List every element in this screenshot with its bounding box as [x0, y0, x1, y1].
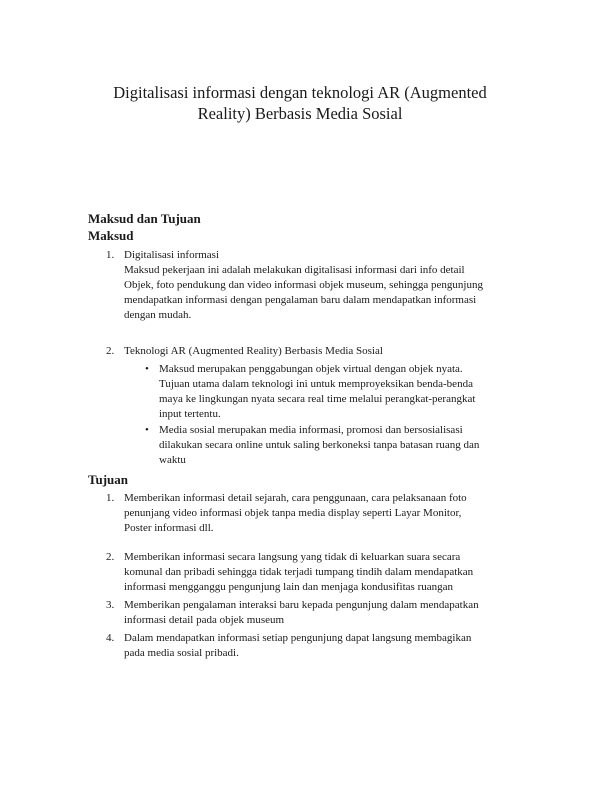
maksud-item-1-line: dengan mudah. — [124, 309, 192, 321]
maksud-item-1-line: Maksud pekerjaan ini adalah melakukan digitalisasi informasi dari info detail — [124, 264, 465, 276]
maksud-item-2-bullet-2 — [145, 423, 515, 468]
tujuan-item-1-line: Poster informasi dll. — [124, 522, 214, 534]
tujuan-item-1-line: Memberikan informasi detail sejarah, cara penggunaan, cara pelaksanaan foto — [124, 492, 467, 504]
maksud-item-1-number: 1. — [106, 249, 115, 261]
tujuan-item-1-line: penunjang video informasi objek tanpa media display seperti Layar Monitor, — [124, 507, 462, 519]
maksud-item-2-number: 2. — [106, 345, 115, 357]
tujuan-item-4-line: Dalam mendapatkan informasi setiap pengunjung dapat langsung membagikan — [124, 632, 472, 644]
section-heading: Maksud dan Tujuan — [88, 211, 201, 226]
maksud-item-1 — [124, 248, 524, 323]
maksud-item-1-title: Digitalisasi informasi — [124, 249, 220, 261]
bullet-icon: • — [145, 363, 149, 375]
tujuan-item-2-number: 2. — [106, 551, 115, 563]
maksud-item-2-bullet-1 — [145, 362, 515, 422]
bullet-text — [159, 362, 519, 422]
tujuan-item-3-number: 3. — [106, 599, 115, 611]
tujuan-item-2-line: Memberikan informasi secara langsung yang tidak di keluarkan suara secara — [124, 551, 461, 563]
tujuan-item-3 — [124, 598, 524, 628]
tujuan-item-1-number: 1. — [106, 492, 115, 504]
bullet-icon: • — [145, 424, 149, 436]
maksud-item-2-title — [124, 344, 524, 359]
bullet-line: Maksud merupakan penggabungan objek virtual dengan objek nyata. — [159, 363, 463, 375]
tujuan-item-4 — [124, 631, 524, 661]
maksud-item-2-title-text: Teknologi AR (Augmented Reality) Berbasis Media Sosial — [124, 345, 383, 357]
tujuan-item-4-number: 4. — [106, 632, 115, 644]
bullet-line: input tertentu. — [159, 408, 221, 420]
title-line-1: Digitalisasi informasi dengan teknologi AR (Augmented — [113, 83, 487, 102]
maksud-heading: Maksud — [88, 228, 134, 243]
tujuan-item-4-line: pada media sosial pribadi. — [124, 647, 239, 659]
bullet-line: Tujuan utama dalam teknologi ini untuk memproyeksikan benda-benda — [159, 378, 473, 390]
title-line-2: Reality) Berbasis Media Sosial — [197, 104, 403, 123]
bullet-text — [159, 423, 519, 468]
bullet-line: waktu — [159, 454, 186, 466]
bullet-line: maya ke lingkungan nyata secara real time melalui perangkat-perangkat — [159, 393, 476, 405]
maksud-item-1-line: mendapatkan informasi dengan pengalaman baru dalam mendapatkan informasi — [124, 294, 477, 306]
document-title — [80, 82, 520, 124]
tujuan-item-3-line: informasi detail pada objek museum — [124, 614, 285, 626]
tujuan-item-1 — [124, 491, 524, 536]
maksud-item-1-line: Objek, foto pendukung dan video informasi objek museum, sehingga pengunjung — [124, 279, 483, 291]
bullet-line: Media sosial merupakan media informasi, promosi dan bersosialisasi — [159, 424, 463, 436]
tujuan-item-3-line: Memberikan pengalaman interaksi baru kepada pengunjung dalam mendapatkan — [124, 599, 479, 611]
tujuan-item-2-line: komunal dan pribadi sehingga tidak terjadi tumpang tindih dalam mendapatkan — [124, 566, 474, 578]
bullet-line: dilakukan secara online untuk saling berkoneksi tanpa batasan ruang dan — [159, 439, 480, 451]
tujuan-heading: Tujuan — [88, 472, 128, 487]
tujuan-item-2-line: informasi mengganggu pengunjung lain dan menjaga kondusifitas ruangan — [124, 581, 454, 593]
tujuan-item-2 — [124, 550, 524, 595]
